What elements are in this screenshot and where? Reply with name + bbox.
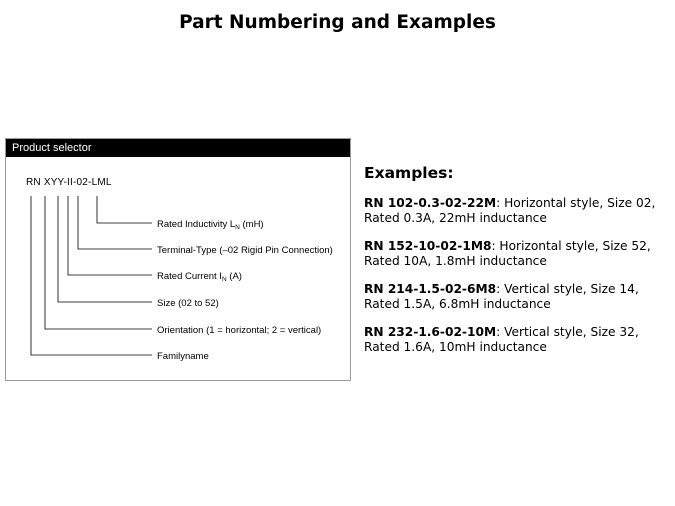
label-rated-current: Rated Current $I_N$ (A) [157, 271, 242, 283]
label-rated-inductivity: Rated Inductivity $L_N$ (mH) [157, 219, 264, 231]
examples-section [364, 164, 669, 368]
example-description: : Horizontal style, Size 52, Rated 10A, 1.8mH inductance [364, 239, 651, 268]
example-description: : Vertical style, Size 14, Rated 1.5A, 6.8mH inductance [364, 282, 639, 311]
label-size: Size (02 to 52) [157, 298, 219, 309]
bracket-line-terminal [78, 196, 152, 249]
product-selector-diagram [5, 138, 351, 381]
label-terminal-type: Terminal-Type (–02 Rigid Pin Connection) [157, 245, 333, 256]
bracket-lines [6, 139, 352, 382]
bracket-line-inductivity [97, 196, 152, 223]
example-part-number: RN 232-1.6-02-10M [364, 325, 497, 339]
example-item [364, 239, 669, 268]
page-title: Part Numbering and Examples [179, 12, 496, 33]
bracket-line-current [68, 196, 152, 275]
product-selector-header: Product selector [6, 139, 350, 157]
label-orientation: Orientation (1 = horizontal; 2 = vertical) [157, 325, 322, 336]
example-part-number: RN 102-0.3-02-22M [364, 196, 497, 210]
bracket-line-familyname [31, 196, 152, 355]
example-part-number: RN 214-1.5-02-6M8 [364, 282, 497, 296]
example-item [364, 325, 669, 354]
examples-heading: Examples: [364, 164, 454, 182]
example-part-number: RN 152-10-02-1M8 [364, 239, 492, 253]
example-description: : Vertical style, Size 32, Rated 1.6A, 10mH inductance [364, 325, 639, 354]
example-description: : Horizontal style, Size 02, Rated 0.3A, 22mH inductance [364, 196, 656, 225]
part-code-template: RN XYY-II-02-LML [26, 177, 112, 188]
bracket-line-orientation [45, 196, 152, 329]
label-familyname: Familyname [157, 351, 209, 362]
example-item [364, 196, 669, 225]
example-item [364, 282, 669, 311]
